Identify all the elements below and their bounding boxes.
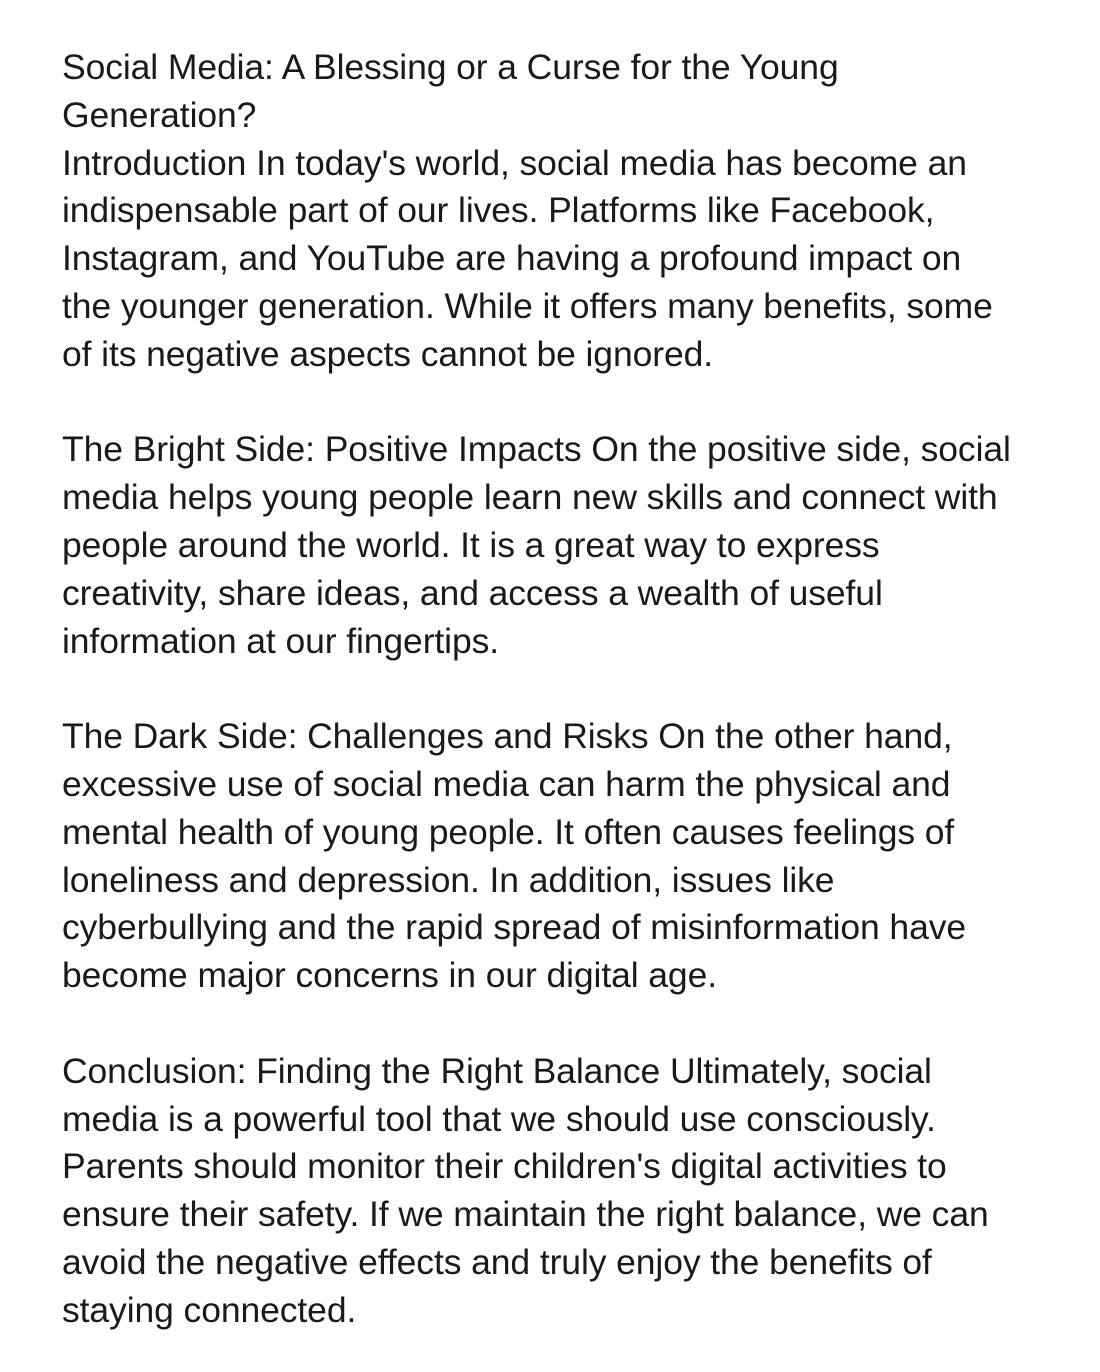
text-line: cyberbullying and the rapid spread of misinformation have: [62, 907, 967, 948]
text-line: loneliness and depression. In addition, issues like: [62, 859, 835, 900]
text-line: The Bright Side: Positive Impacts On the positive side, social: [62, 429, 1011, 470]
text-line: Instagram, and YouTube are having a profound impact on: [62, 238, 962, 279]
text-line: mental health of young people. It often causes feelings of: [62, 811, 955, 852]
text-line: Parents should monitor their children's digital activities to: [62, 1146, 947, 1187]
text-line: media helps young people learn new skills and connect with: [62, 477, 998, 518]
text-line: people around the world. It is a great way to express: [62, 524, 880, 565]
text-line: creativity, share ideas, and access a wealth of useful: [62, 572, 883, 613]
document-title: [62, 44, 1062, 140]
paragraph-spacer: [62, 379, 1062, 427]
text-line: ensure their safety. If we maintain the right balance, we can: [62, 1194, 989, 1235]
paragraph-introduction: [62, 140, 1062, 379]
text-line: become major concerns in our digital age.: [62, 955, 717, 996]
document-body: [62, 44, 1062, 1335]
text-line: The Dark Side: Challenges and Risks On the other hand,: [62, 716, 953, 757]
text-line: staying connected.: [62, 1289, 357, 1330]
text-line: of its negative aspects cannot be ignored.: [62, 333, 714, 374]
paragraph-bright-side: [62, 426, 1062, 665]
text-line: Introduction In today's world, social media has become an: [62, 142, 967, 183]
title-line: Social Media: A Blessing or a Curse for the Young: [62, 47, 839, 87]
paragraph-spacer: [62, 665, 1062, 713]
text-line: Conclusion: Finding the Right Balance Ultimately, social: [62, 1050, 932, 1091]
text-line: avoid the negative effects and truly enjoy the benefits of: [62, 1241, 932, 1282]
paragraph-spacer: [62, 1000, 1062, 1048]
title-line: Generation?: [62, 94, 257, 135]
paragraph-dark-side: [62, 713, 1062, 1000]
text-line: media is a powerful tool that we should use consciously.: [62, 1098, 936, 1139]
text-line: information at our fingertips.: [62, 620, 500, 661]
paragraph-conclusion: [62, 1048, 1062, 1335]
text-line: excessive use of social media can harm the physical and: [62, 763, 951, 804]
text-line: indispensable part of our lives. Platforms like Facebook,: [62, 190, 935, 231]
text-line: the younger generation. While it offers many benefits, some: [62, 285, 993, 326]
